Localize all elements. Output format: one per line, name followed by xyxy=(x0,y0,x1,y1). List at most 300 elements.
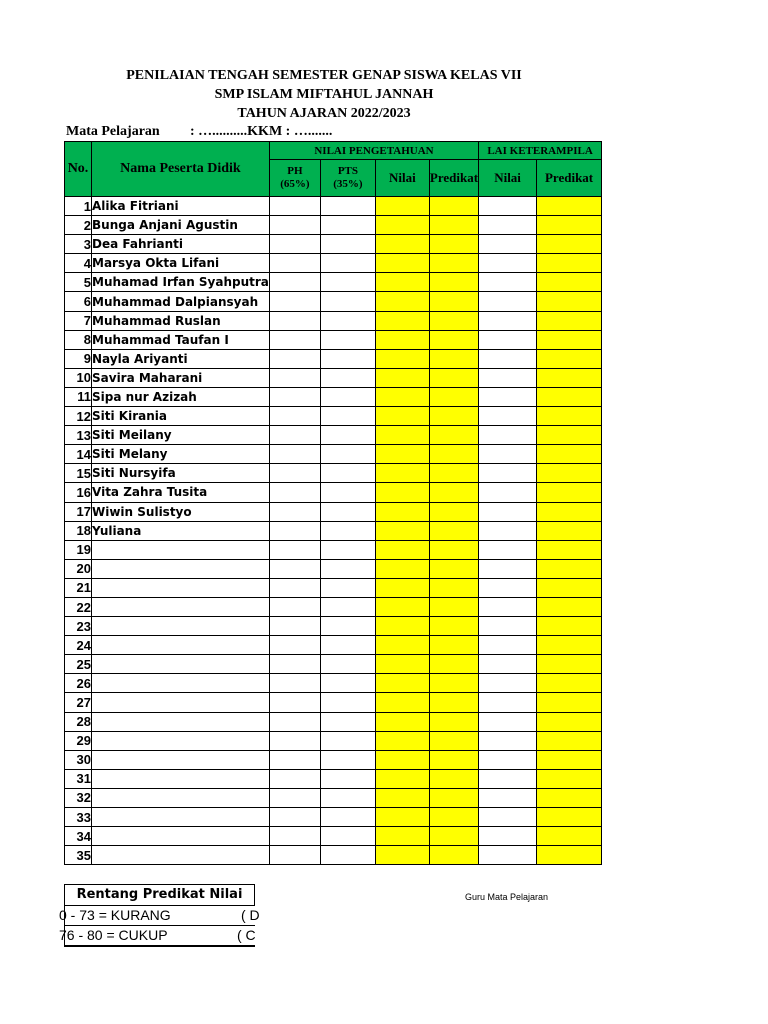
cell-nilai-pengetahuan[interactable] xyxy=(375,292,429,311)
header-pts-weight: (35%) xyxy=(333,178,363,190)
cell-predikat-pengetahuan[interactable] xyxy=(429,445,478,464)
cell-ph[interactable] xyxy=(269,368,320,387)
cell-predikat-pengetahuan[interactable] xyxy=(429,846,478,865)
cell-nilai-keterampilan[interactable] xyxy=(479,617,537,636)
cell-predikat-keterampilan[interactable] xyxy=(537,330,602,349)
cell-nilai-keterampilan[interactable] xyxy=(479,311,537,330)
cell-predikat-keterampilan[interactable] xyxy=(537,788,602,807)
cell-pts[interactable] xyxy=(320,254,375,273)
cell-nilai-keterampilan[interactable] xyxy=(479,750,537,769)
cell-predikat-keterampilan[interactable] xyxy=(537,464,602,483)
cell-nilai-pengetahuan[interactable] xyxy=(375,693,429,712)
cell-pts[interactable] xyxy=(320,655,375,674)
title-line-1: PENILAIAN TENGAH SEMESTER GENAP SISWA KELAS VII xyxy=(126,68,522,83)
cell-nilai-keterampilan[interactable] xyxy=(479,521,537,540)
table-row xyxy=(65,387,602,406)
cell-predikat-keterampilan[interactable] xyxy=(537,273,602,292)
cell-predikat-pengetahuan[interactable] xyxy=(429,292,478,311)
cell-predikat-keterampilan[interactable] xyxy=(537,750,602,769)
cell-ph[interactable] xyxy=(269,674,320,693)
table-row xyxy=(65,330,602,349)
cell-predikat-pengetahuan[interactable] xyxy=(429,426,478,445)
table-row xyxy=(65,712,602,731)
cell-ph[interactable] xyxy=(269,559,320,578)
cell-nilai-keterampilan[interactable] xyxy=(479,674,537,693)
cell-predikat-keterampilan[interactable] xyxy=(537,597,602,616)
cell-nilai-keterampilan[interactable] xyxy=(479,846,537,865)
cell-predikat-keterampilan[interactable] xyxy=(537,655,602,674)
table-row xyxy=(65,407,602,426)
cell-ph[interactable] xyxy=(269,483,320,502)
cell-pts[interactable] xyxy=(320,273,375,292)
header-no: No. xyxy=(65,142,92,197)
cell-predikat-pengetahuan[interactable] xyxy=(429,368,478,387)
cell-nilai-keterampilan[interactable] xyxy=(479,712,537,731)
cell-predikat-keterampilan[interactable] xyxy=(537,349,602,368)
cell-pts[interactable] xyxy=(320,368,375,387)
row-number: 17 xyxy=(65,502,92,521)
student-name xyxy=(92,693,270,712)
cell-predikat-keterampilan[interactable] xyxy=(537,674,602,693)
cell-ph[interactable] xyxy=(269,197,320,216)
cell-nilai-pengetahuan[interactable] xyxy=(375,197,429,216)
predicate-legend xyxy=(59,884,260,947)
cell-predikat-pengetahuan[interactable] xyxy=(429,617,478,636)
cell-pts[interactable] xyxy=(320,846,375,865)
row-number: 3 xyxy=(65,235,92,254)
cell-pts[interactable] xyxy=(320,502,375,521)
cell-pts[interactable] xyxy=(320,578,375,597)
cell-predikat-keterampilan[interactable] xyxy=(537,636,602,655)
student-name xyxy=(92,559,270,578)
cell-predikat-pengetahuan[interactable] xyxy=(429,808,478,827)
cell-predikat-pengetahuan[interactable] xyxy=(429,235,478,254)
row-number: 23 xyxy=(65,617,92,636)
cell-nilai-keterampilan[interactable] xyxy=(479,597,537,616)
row-number: 13 xyxy=(65,426,92,445)
cell-pts[interactable] xyxy=(320,483,375,502)
cell-nilai-pengetahuan[interactable] xyxy=(375,578,429,597)
cell-predikat-keterampilan[interactable] xyxy=(537,426,602,445)
row-number: 27 xyxy=(65,693,92,712)
cell-nilai-keterampilan[interactable] xyxy=(479,273,537,292)
cell-nilai-keterampilan[interactable] xyxy=(479,578,537,597)
cell-nilai-pengetahuan[interactable] xyxy=(375,674,429,693)
cell-nilai-keterampilan[interactable] xyxy=(479,330,537,349)
cell-predikat-keterampilan[interactable] xyxy=(537,559,602,578)
table-row xyxy=(65,464,602,483)
student-name: Muhammad Ruslan xyxy=(92,311,270,330)
cell-predikat-pengetahuan[interactable] xyxy=(429,407,478,426)
table-row xyxy=(65,788,602,807)
cell-pts[interactable] xyxy=(320,636,375,655)
cell-nilai-pengetahuan[interactable] xyxy=(375,464,429,483)
cell-nilai-keterampilan[interactable] xyxy=(479,387,537,406)
cell-predikat-keterampilan[interactable] xyxy=(537,197,602,216)
cell-predikat-keterampilan[interactable] xyxy=(537,731,602,750)
cell-predikat-pengetahuan[interactable] xyxy=(429,788,478,807)
cell-ph[interactable] xyxy=(269,693,320,712)
cell-pts[interactable] xyxy=(320,674,375,693)
cell-ph[interactable] xyxy=(269,731,320,750)
cell-nilai-pengetahuan[interactable] xyxy=(375,712,429,731)
cell-nilai-keterampilan[interactable] xyxy=(479,636,537,655)
cell-nilai-pengetahuan[interactable] xyxy=(375,521,429,540)
cell-nilai-keterampilan[interactable] xyxy=(479,769,537,788)
row-number: 15 xyxy=(65,464,92,483)
student-name: Muhammad Taufan I xyxy=(92,330,270,349)
subject-label: Mata Pelajaran xyxy=(66,124,160,139)
row-number: 10 xyxy=(65,368,92,387)
table-row xyxy=(65,559,602,578)
cell-predikat-keterampilan[interactable] xyxy=(537,483,602,502)
cell-ph[interactable] xyxy=(269,387,320,406)
student-name: Alika Fitriani xyxy=(92,197,270,216)
cell-nilai-keterampilan[interactable] xyxy=(479,426,537,445)
cell-nilai-pengetahuan[interactable] xyxy=(375,731,429,750)
header-pts-label: PTS xyxy=(337,165,358,177)
header-nilai-k: Nilai xyxy=(479,160,537,197)
cell-pts[interactable] xyxy=(320,407,375,426)
table-row xyxy=(65,693,602,712)
student-name: Bunga Anjani Agustin xyxy=(92,216,270,235)
cell-predikat-pengetahuan[interactable] xyxy=(429,731,478,750)
cell-ph[interactable] xyxy=(269,750,320,769)
cell-nilai-pengetahuan[interactable] xyxy=(375,445,429,464)
cell-predikat-pengetahuan[interactable] xyxy=(429,464,478,483)
cell-predikat-keterampilan[interactable] xyxy=(537,254,602,273)
cell-nilai-pengetahuan[interactable] xyxy=(375,540,429,559)
cell-ph[interactable] xyxy=(269,349,320,368)
cell-pts[interactable] xyxy=(320,387,375,406)
cell-ph[interactable] xyxy=(269,407,320,426)
cell-nilai-keterampilan[interactable] xyxy=(479,655,537,674)
cell-nilai-pengetahuan[interactable] xyxy=(375,235,429,254)
cell-pts[interactable] xyxy=(320,330,375,349)
cell-nilai-keterampilan[interactable] xyxy=(479,559,537,578)
student-name xyxy=(92,636,270,655)
row-number: 29 xyxy=(65,731,92,750)
cell-nilai-pengetahuan[interactable] xyxy=(375,407,429,426)
cell-predikat-keterampilan[interactable] xyxy=(537,693,602,712)
cell-ph[interactable] xyxy=(269,712,320,731)
cell-nilai-pengetahuan[interactable] xyxy=(375,617,429,636)
header-nilai-pengetahuan: NILAI PENGETAHUAN xyxy=(269,142,478,160)
cell-nilai-pengetahuan[interactable] xyxy=(375,254,429,273)
cell-nilai-pengetahuan[interactable] xyxy=(375,330,429,349)
cell-pts[interactable] xyxy=(320,597,375,616)
cell-predikat-keterampilan[interactable] xyxy=(537,617,602,636)
cell-pts[interactable] xyxy=(320,769,375,788)
cell-pts[interactable] xyxy=(320,235,375,254)
cell-ph[interactable] xyxy=(269,788,320,807)
cell-predikat-keterampilan[interactable] xyxy=(537,407,602,426)
cell-predikat-pengetahuan[interactable] xyxy=(429,254,478,273)
student-name: Siti Nursyifa xyxy=(92,464,270,483)
cell-pts[interactable] xyxy=(320,311,375,330)
cell-nilai-pengetahuan[interactable] xyxy=(375,559,429,578)
cell-nilai-pengetahuan[interactable] xyxy=(375,368,429,387)
cell-pts[interactable] xyxy=(320,197,375,216)
table-row xyxy=(65,483,602,502)
student-name: Siti Kirania xyxy=(92,407,270,426)
student-name: Siti Melany xyxy=(92,445,270,464)
student-name xyxy=(92,846,270,865)
table-row xyxy=(65,674,602,693)
cell-ph[interactable] xyxy=(269,578,320,597)
cell-pts[interactable] xyxy=(320,731,375,750)
subject-info xyxy=(66,124,332,140)
cell-ph[interactable] xyxy=(269,655,320,674)
cell-nilai-pengetahuan[interactable] xyxy=(375,769,429,788)
header-ph-label: PH xyxy=(287,165,303,177)
cell-predikat-keterampilan[interactable] xyxy=(537,578,602,597)
cell-predikat-pengetahuan[interactable] xyxy=(429,273,478,292)
cell-predikat-pengetahuan[interactable] xyxy=(429,521,478,540)
table-row xyxy=(65,827,602,846)
cell-pts[interactable] xyxy=(320,349,375,368)
cell-predikat-pengetahuan[interactable] xyxy=(429,349,478,368)
header-predikat-k: Predikat xyxy=(537,160,602,197)
student-name: Sipa nur Azizah xyxy=(92,387,270,406)
table-row xyxy=(65,292,602,311)
cell-pts[interactable] xyxy=(320,292,375,311)
legend-range: 0 - 73 = KURANG xyxy=(59,907,171,923)
cell-predikat-pengetahuan[interactable] xyxy=(429,674,478,693)
cell-ph[interactable] xyxy=(269,254,320,273)
cell-ph[interactable] xyxy=(269,827,320,846)
legend-row xyxy=(59,906,260,926)
cell-predikat-keterampilan[interactable] xyxy=(537,311,602,330)
row-number: 18 xyxy=(65,521,92,540)
student-name: Marsya Okta Lifani xyxy=(92,254,270,273)
row-number: 31 xyxy=(65,769,92,788)
cell-nilai-keterampilan[interactable] xyxy=(479,502,537,521)
cell-ph[interactable] xyxy=(269,292,320,311)
row-number: 11 xyxy=(65,387,92,406)
legend-code: ( D xyxy=(241,907,260,923)
cell-nilai-keterampilan[interactable] xyxy=(479,540,537,559)
cell-pts[interactable] xyxy=(320,788,375,807)
cell-nilai-pengetahuan[interactable] xyxy=(375,387,429,406)
student-name: Nayla Ariyanti xyxy=(92,349,270,368)
row-number: 8 xyxy=(65,330,92,349)
cell-predikat-pengetahuan[interactable] xyxy=(429,827,478,846)
cell-pts[interactable] xyxy=(320,426,375,445)
student-name xyxy=(92,731,270,750)
table-row xyxy=(65,445,602,464)
cell-predikat-pengetahuan[interactable] xyxy=(429,502,478,521)
row-number: 32 xyxy=(65,788,92,807)
cell-predikat-keterampilan[interactable] xyxy=(537,502,602,521)
cell-ph[interactable] xyxy=(269,464,320,483)
cell-predikat-pengetahuan[interactable] xyxy=(429,311,478,330)
cell-pts[interactable] xyxy=(320,808,375,827)
row-number: 26 xyxy=(65,674,92,693)
cell-pts[interactable] xyxy=(320,216,375,235)
cell-predikat-pengetahuan[interactable] xyxy=(429,387,478,406)
legend-range: 76 - 80 = CUKUP xyxy=(59,927,168,943)
cell-predikat-pengetahuan[interactable] xyxy=(429,578,478,597)
row-number: 16 xyxy=(65,483,92,502)
cell-nilai-pengetahuan[interactable] xyxy=(375,750,429,769)
cell-ph[interactable] xyxy=(269,330,320,349)
cell-pts[interactable] xyxy=(320,464,375,483)
cell-nilai-pengetahuan[interactable] xyxy=(375,827,429,846)
row-number: 7 xyxy=(65,311,92,330)
cell-nilai-pengetahuan[interactable] xyxy=(375,483,429,502)
cell-predikat-keterampilan[interactable] xyxy=(537,387,602,406)
cell-nilai-keterampilan[interactable] xyxy=(479,827,537,846)
cell-predikat-pengetahuan[interactable] xyxy=(429,655,478,674)
cell-pts[interactable] xyxy=(320,827,375,846)
cell-nilai-keterampilan[interactable] xyxy=(479,483,537,502)
table-row xyxy=(65,617,602,636)
row-number: 14 xyxy=(65,445,92,464)
subject-kkm-value: : …..........KKM : …....... xyxy=(190,124,333,139)
cell-predikat-keterampilan[interactable] xyxy=(537,827,602,846)
cell-predikat-keterampilan[interactable] xyxy=(537,292,602,311)
cell-nilai-keterampilan[interactable] xyxy=(479,216,537,235)
cell-ph[interactable] xyxy=(269,311,320,330)
cell-predikat-pengetahuan[interactable] xyxy=(429,712,478,731)
row-number: 28 xyxy=(65,712,92,731)
cell-ph[interactable] xyxy=(269,521,320,540)
legend-code: ( C xyxy=(237,927,256,943)
cell-pts[interactable] xyxy=(320,559,375,578)
cell-nilai-pengetahuan[interactable] xyxy=(375,273,429,292)
cell-nilai-pengetahuan[interactable] xyxy=(375,808,429,827)
cell-nilai-keterampilan[interactable] xyxy=(479,788,537,807)
cell-predikat-pengetahuan[interactable] xyxy=(429,330,478,349)
cell-nilai-keterampilan[interactable] xyxy=(479,235,537,254)
table-row xyxy=(65,426,602,445)
cell-pts[interactable] xyxy=(320,617,375,636)
table-row xyxy=(65,368,602,387)
cell-nilai-pengetahuan[interactable] xyxy=(375,216,429,235)
cell-ph[interactable] xyxy=(269,273,320,292)
cell-pts[interactable] xyxy=(320,693,375,712)
cell-predikat-pengetahuan[interactable] xyxy=(429,540,478,559)
row-number: 24 xyxy=(65,636,92,655)
table-row xyxy=(65,273,602,292)
header-ph-weight: (65%) xyxy=(280,178,310,190)
cell-ph[interactable] xyxy=(269,808,320,827)
cell-nilai-pengetahuan[interactable] xyxy=(375,597,429,616)
cell-predikat-keterampilan[interactable] xyxy=(537,521,602,540)
cell-nilai-pengetahuan[interactable] xyxy=(375,655,429,674)
row-number: 4 xyxy=(65,254,92,273)
cell-predikat-keterampilan[interactable] xyxy=(537,540,602,559)
row-number: 25 xyxy=(65,655,92,674)
student-name: Siti Meilany xyxy=(92,426,270,445)
cell-nilai-keterampilan[interactable] xyxy=(479,368,537,387)
table-row xyxy=(65,846,602,865)
cell-ph[interactable] xyxy=(269,846,320,865)
student-name: Yuliana xyxy=(92,521,270,540)
row-number: 35 xyxy=(65,846,92,865)
cell-predikat-pengetahuan[interactable] xyxy=(429,769,478,788)
cell-ph[interactable] xyxy=(269,445,320,464)
cell-nilai-keterampilan[interactable] xyxy=(479,731,537,750)
cell-nilai-pengetahuan[interactable] xyxy=(375,788,429,807)
student-name: Dea Fahrianti xyxy=(92,235,270,254)
cell-predikat-pengetahuan[interactable] xyxy=(429,197,478,216)
cell-ph[interactable] xyxy=(269,540,320,559)
cell-nilai-keterampilan[interactable] xyxy=(479,464,537,483)
header-nilai-keterampilan: LAI KETERAMPILA xyxy=(479,142,602,160)
student-name: Vita Zahra Tusita xyxy=(92,483,270,502)
cell-nilai-pengetahuan[interactable] xyxy=(375,636,429,655)
header-nilai-p: Nilai xyxy=(375,160,429,197)
cell-predikat-keterampilan[interactable] xyxy=(537,712,602,731)
cell-nilai-pengetahuan[interactable] xyxy=(375,846,429,865)
cell-pts[interactable] xyxy=(320,521,375,540)
cell-nilai-keterampilan[interactable] xyxy=(479,693,537,712)
cell-predikat-pengetahuan[interactable] xyxy=(429,693,478,712)
cell-ph[interactable] xyxy=(269,597,320,616)
table-row xyxy=(65,216,602,235)
cell-predikat-pengetahuan[interactable] xyxy=(429,750,478,769)
table-row xyxy=(65,197,602,216)
cell-predikat-keterampilan[interactable] xyxy=(537,846,602,865)
cell-pts[interactable] xyxy=(320,540,375,559)
cell-nilai-pengetahuan[interactable] xyxy=(375,349,429,368)
cell-predikat-keterampilan[interactable] xyxy=(537,235,602,254)
cell-ph[interactable] xyxy=(269,636,320,655)
cell-nilai-pengetahuan[interactable] xyxy=(375,502,429,521)
cell-ph[interactable] xyxy=(269,502,320,521)
cell-predikat-pengetahuan[interactable] xyxy=(429,559,478,578)
title-line-2: SMP ISLAM MIFTAHUL JANNAH xyxy=(214,87,434,102)
student-name xyxy=(92,617,270,636)
cell-nilai-keterampilan[interactable] xyxy=(479,292,537,311)
cell-predikat-pengetahuan[interactable] xyxy=(429,597,478,616)
cell-predikat-keterampilan[interactable] xyxy=(537,769,602,788)
cell-nilai-pengetahuan[interactable] xyxy=(375,426,429,445)
table-row xyxy=(65,540,602,559)
table-row xyxy=(65,808,602,827)
cell-predikat-keterampilan[interactable] xyxy=(537,808,602,827)
legend-row xyxy=(59,926,256,946)
cell-pts[interactable] xyxy=(320,445,375,464)
cell-predikat-pengetahuan[interactable] xyxy=(429,636,478,655)
cell-ph[interactable] xyxy=(269,617,320,636)
cell-nilai-keterampilan[interactable] xyxy=(479,254,537,273)
cell-ph[interactable] xyxy=(269,426,320,445)
cell-nilai-keterampilan[interactable] xyxy=(479,445,537,464)
cell-ph[interactable] xyxy=(269,216,320,235)
cell-nilai-keterampilan[interactable] xyxy=(479,407,537,426)
student-name xyxy=(92,578,270,597)
cell-ph[interactable] xyxy=(269,769,320,788)
cell-nilai-keterampilan[interactable] xyxy=(479,197,537,216)
cell-ph[interactable] xyxy=(269,235,320,254)
cell-predikat-keterampilan[interactable] xyxy=(537,445,602,464)
cell-pts[interactable] xyxy=(320,712,375,731)
cell-predikat-pengetahuan[interactable] xyxy=(429,216,478,235)
cell-pts[interactable] xyxy=(320,750,375,769)
cell-predikat-keterampilan[interactable] xyxy=(537,216,602,235)
cell-predikat-pengetahuan[interactable] xyxy=(429,483,478,502)
cell-nilai-keterampilan[interactable] xyxy=(479,349,537,368)
cell-nilai-keterampilan[interactable] xyxy=(479,808,537,827)
student-name xyxy=(92,674,270,693)
table-row xyxy=(65,502,602,521)
row-number: 1 xyxy=(65,197,92,216)
cell-nilai-pengetahuan[interactable] xyxy=(375,311,429,330)
cell-predikat-keterampilan[interactable] xyxy=(537,368,602,387)
